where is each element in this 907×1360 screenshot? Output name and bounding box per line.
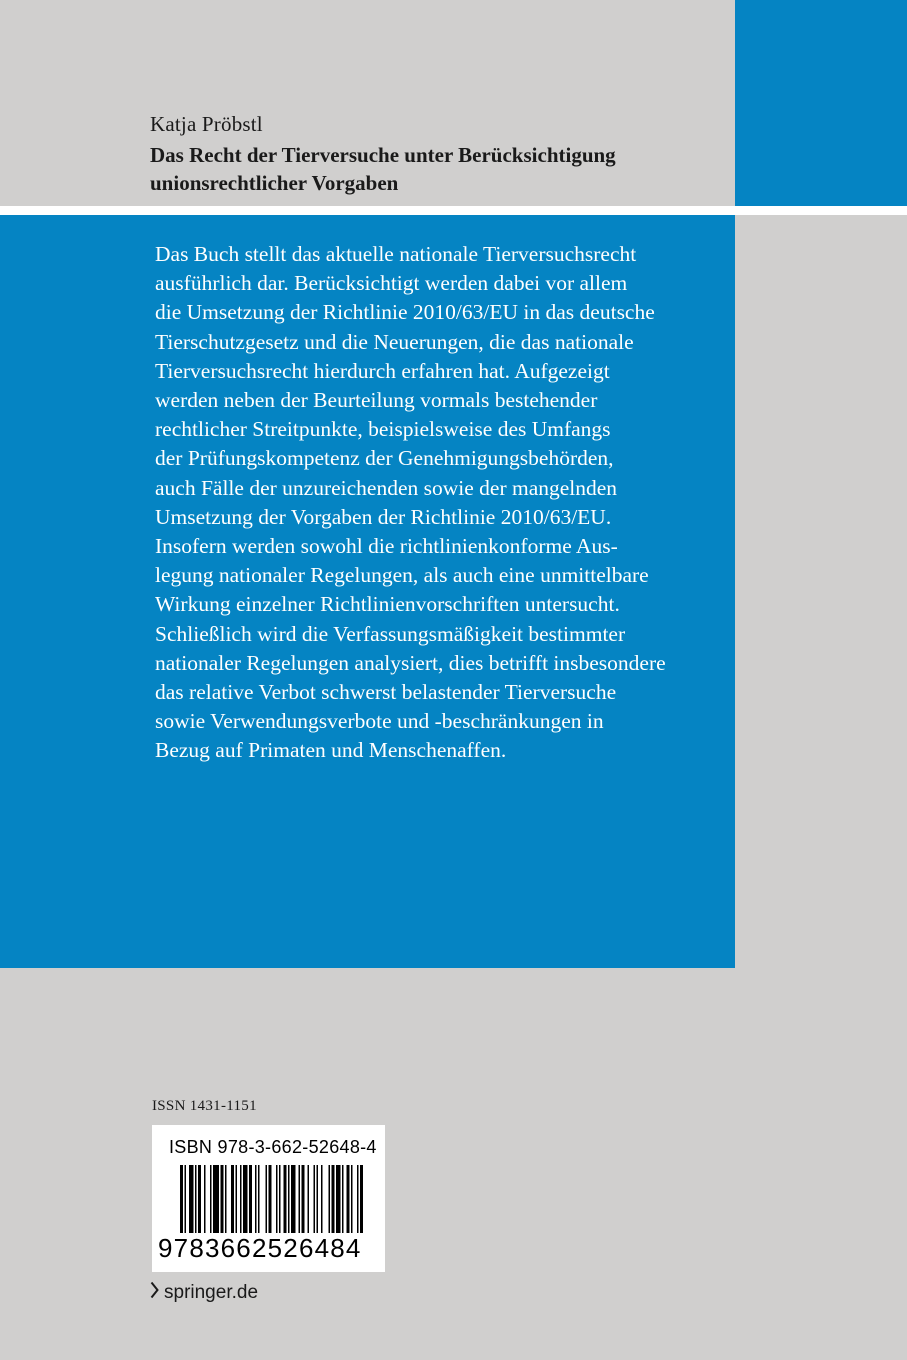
book-description bbox=[155, 240, 730, 766]
barcode-bar bbox=[342, 1165, 344, 1233]
barcode-bar bbox=[276, 1165, 278, 1233]
barcode-bar bbox=[185, 1165, 187, 1233]
barcode-bar bbox=[198, 1165, 201, 1233]
description-line: Wirkung einzelner Richtlinienvorschriften untersucht. bbox=[155, 592, 620, 617]
description-line: Tierschutzgesetz und die Neuerungen, die das nationale bbox=[155, 329, 634, 354]
description-line: die Umsetzung der Richtlinie 2010/63/EU in das deutsche bbox=[155, 300, 655, 325]
description-line: sowie Verwendungsverbote und -beschränkungen in bbox=[155, 709, 604, 734]
book-title bbox=[150, 141, 720, 197]
barcode-bar bbox=[351, 1165, 353, 1233]
barcode-bar bbox=[258, 1165, 260, 1233]
barcode-bar bbox=[347, 1165, 350, 1233]
barcode-bar bbox=[204, 1165, 206, 1233]
barcode-bar bbox=[279, 1165, 281, 1233]
description-line: ausführlich dar. Berücksichtigt werden dabei vor allem bbox=[155, 271, 628, 296]
barcode-bar bbox=[302, 1165, 305, 1233]
barcode-bar bbox=[332, 1165, 335, 1233]
description-line: nationaler Regelungen analysiert, dies betrifft insbesondere bbox=[155, 650, 666, 675]
barcode-bar bbox=[299, 1165, 301, 1233]
description-line: Insofern werden sowohl die richtlinienkonforme Aus- bbox=[155, 534, 618, 559]
blue-accent-strip bbox=[735, 0, 907, 206]
description-line: Das Buch stellt das aktuelle nationale Tierversuchsrecht bbox=[155, 242, 637, 266]
publisher-link[interactable] bbox=[150, 1281, 258, 1305]
description-line: der Prüfungskompetenz der Genehmigungsbehörden, bbox=[155, 446, 614, 471]
barcode-bar bbox=[321, 1165, 323, 1233]
description-line: werden neben der Beurteilung vormals bestehender bbox=[155, 388, 598, 413]
description-line: legung nationaler Regelungen, als auch eine unmittelbare bbox=[155, 563, 649, 588]
barcode-bar bbox=[308, 1165, 310, 1233]
barcode-bar bbox=[336, 1165, 341, 1233]
barcode-bar bbox=[269, 1165, 272, 1233]
chevron-right-icon bbox=[150, 1281, 159, 1305]
barcode-bar bbox=[360, 1165, 363, 1233]
barcode-bar bbox=[180, 1165, 183, 1233]
book-title-line: Das Recht der Tierversuche unter Berücksichtigung bbox=[150, 143, 616, 167]
barcode-bar bbox=[195, 1165, 197, 1233]
barcode-label bbox=[152, 1125, 385, 1272]
white-divider-line bbox=[0, 206, 907, 215]
barcode-bar bbox=[288, 1165, 290, 1233]
barcode-bar bbox=[284, 1165, 287, 1233]
barcode-bar bbox=[317, 1165, 319, 1233]
barcode-bar bbox=[236, 1165, 238, 1233]
barcode-bar bbox=[189, 1165, 194, 1233]
description-line: rechtlicher Streitpunkte, beispielsweise des Umfangs bbox=[155, 417, 611, 442]
barcode-bar bbox=[221, 1165, 224, 1233]
barcode-bar bbox=[225, 1165, 227, 1233]
description-line: auch Fälle der unzureichenden sowie der mangelnden bbox=[155, 475, 618, 500]
barcode-bar bbox=[243, 1165, 248, 1233]
barcode-bar bbox=[231, 1165, 234, 1233]
barcode-bar bbox=[329, 1165, 331, 1233]
description-line: Tierversuchsrecht hierdurch erfahren hat. Aufgezeigt bbox=[155, 358, 610, 383]
barcode-bar bbox=[357, 1165, 359, 1233]
isbn-number: ISBN 978-3-662-52648-4 bbox=[169, 1137, 377, 1157]
barcode-bar bbox=[314, 1165, 316, 1233]
barcode-bar bbox=[213, 1165, 219, 1233]
barcode-bar bbox=[249, 1165, 252, 1233]
description-line: Umsetzung der Vorgaben der Richtlinie 2010/63/EU. bbox=[155, 504, 612, 529]
description-line: Bezug auf Primaten und Menschenaffen. bbox=[155, 738, 507, 763]
author-name: Katja Pröbstl bbox=[150, 112, 263, 136]
barcode-bar bbox=[255, 1165, 257, 1233]
barcode-bar bbox=[240, 1165, 242, 1233]
barcode-bar bbox=[210, 1165, 212, 1233]
book-title-line: unionsrechtlicher Vorgaben bbox=[150, 171, 399, 195]
barcode-bar bbox=[291, 1165, 296, 1233]
issn-number: ISSN 1431-1151 bbox=[152, 1098, 257, 1114]
description-line: Schließlich wird die Verfassungsmäßigkeit bestimmter bbox=[155, 621, 626, 646]
description-line: das relative Verbot schwerst belastender Tierversuche bbox=[155, 680, 617, 705]
barcode-digits: 9783662526484 bbox=[158, 1233, 362, 1263]
publisher-site: springer.de bbox=[164, 1282, 259, 1303]
barcode-bar bbox=[266, 1165, 268, 1233]
